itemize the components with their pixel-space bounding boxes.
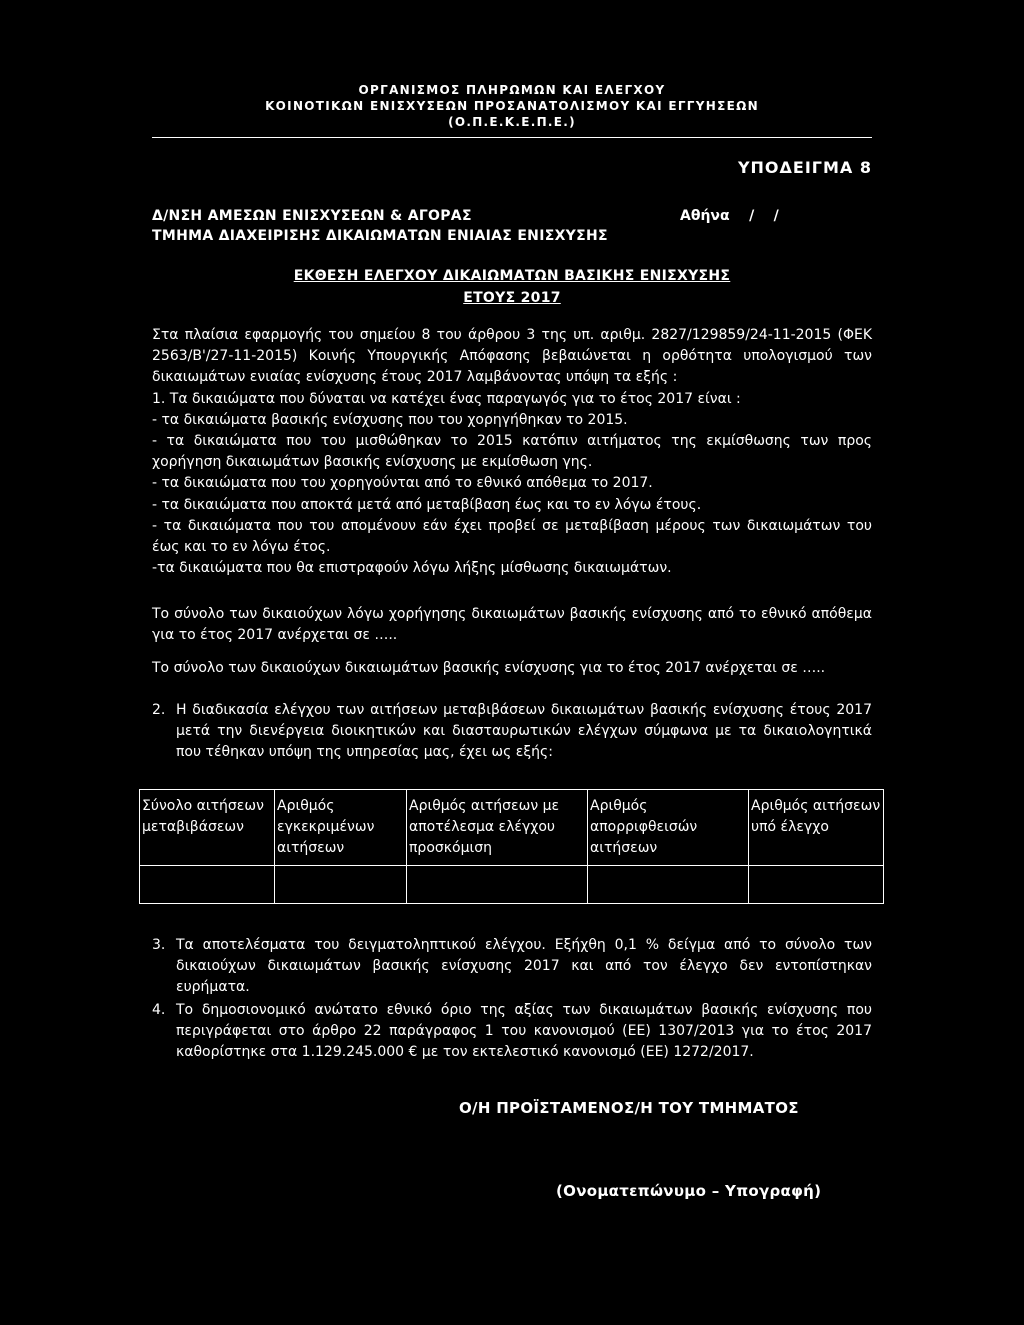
template-label: ΥΠΟΔΕΙΓΜΑ 8 [737,158,872,177]
total-reserve-paragraph: Το σύνολο των δικαιούχων λόγω χορήγησης δικαιωμάτων βασικής ενίσχυσης από το εθνικό απόθεμα για το έτος 2017 ανέρχεται σε ….. [152,606,872,644]
item4-paragraph: Το δημοσιονομικό ανώτατο εθνικό όριο της αξίας των δικαιωμάτων βασικής ενίσχυσης που περιγράφεται στο άρθρο 22 παράγραφος 1 του κανονισμού (ΕΕ) 1307/2013 για το έτος 2017 καθορίστηκε στα 1.129.245.000 € με τον εκτελεστικό κανονισμό (ΕΕ) 1272/2017. [176,1002,872,1061]
table-cell [588,866,749,904]
table-header-cell: Αριθμός αιτήσεων με αποτέλεσμα ελέγχου προσκόμιση [407,790,588,866]
bullet-item: - τα δικαιώματα που του μισθώθηκαν το 2015 κατόπιν αιτήματος της εκμίσθωσης των προς χορήγηση δικαιωμάτων βασικής ενίσχυσης με εκμίσθωση γης. [152,433,872,471]
department: ΤΜΗΜΑ ΔΙΑΧΕΙΡΙΣΗΣ ΔΙΚΑΙΩΜΑΤΩΝ ΕΝΙΑΙΑΣ ΕΝΙΣΧΥΣΗΣ [152,228,608,244]
bullet-item: - τα δικαιώματα που του χορηγούνται από το εθνικό απόθεμα το 2017. [152,475,653,492]
table-row [140,866,884,904]
item3-number: 3. [152,937,166,953]
table-header-cell: Αριθμός εγκεκριμένων αιτήσεων [275,790,407,866]
signature-name-line: (Ονοματεπώνυμο – Υπογραφή) [556,1182,822,1200]
total-holders-paragraph: Το σύνολο των δικαιούχων δικαιωμάτων βασικής ενίσχυσης για το έτος 2017 ανέρχεται σε ….. [152,660,826,676]
directorate: Δ/ΝΣΗ ΑΜΕΣΩΝ ΕΝΙΣΧΥΣΕΩΝ & ΑΓΟΡΑΣ [152,208,472,224]
intro-paragraph: Στα πλαίσια εφαρμογής του σημείου 8 του άρθρου 3 της υπ. αριθμ. 2827/129859/24-11-2015 (ΦΕΚ 2563/Β'/27-11-2015) Κοινής Υπουργικής Απόφασης βεβαιώνεται η ορθότητα υπολογισμού των δικαιωμάτων ενιαίας ενίσχυσης έτους 2017 λαμβάνοντας υπόψη τα εξής : [152,327,872,386]
item4-number: 4. [152,1002,166,1018]
bullet-item: - τα δικαιώματα που αποκτά μετά από μεταβίβαση έως και το εν λόγω έτους. [152,496,702,513]
bullet-item: -τα δικαιώματα που θα επιστραφούν λόγω λήξης μίσθωσης δικαιωμάτων. [152,560,672,577]
table-header-row [140,790,884,866]
org-name-line1: ΟΡΓΑΝΙΣΜΟΣ ΠΛΗΡΩΜΩΝ ΚΑΙ ΕΛΕΓΧΟΥ [358,83,666,97]
table-header-cell: Αριθμός απορριφθεισών αιτήσεων [588,790,749,866]
report-title: ΕΚΘΕΣΗ ΕΛΕΓΧΟΥ ΔΙΚΑΙΩΜΑΤΩΝ ΒΑΣΙΚΗΣ ΕΝΙΣΧΥΣΗΣ [293,268,731,284]
header-rule [152,137,872,138]
table-cell [407,866,588,904]
table-cell [140,866,275,904]
place-date: Αθήνα / / [680,208,779,224]
item1-title: 1. Τα δικαιώματα που δύναται να κατέχει ένας παραγωγός για το έτος 2017 είναι : [152,390,741,407]
bullet-item: - τα δικαιώματα που του απομένουν εάν έχει προβεί σε μεταβίβαση μέρους των δικαιωμάτων του έως και το εν λόγω έτος. [152,517,872,556]
bullet-item: - τα δικαιώματα βασικής ενίσχυσης που του χορηγήθηκαν το 2015. [152,411,628,428]
org-acronym: (Ο.Π.Ε.Κ.Ε.Π.Ε.) [448,115,576,129]
report-year: ΕΤΟΥΣ 2017 [463,290,561,306]
item2-number: 2. [152,702,166,718]
transfers-table [139,789,884,904]
table-cell [275,866,407,904]
org-name-line2: ΚΟΙΝΟΤΙΚΩΝ ΕΝΙΣΧΥΣΕΩΝ ΠΡΟΣΑΝΑΤΟΛΙΣΜΟΥ ΚΑΙ ΕΓΓΥΗΣΕΩΝ [265,99,759,113]
table-header-cell: Σύνολο αιτήσεων μεταβιβάσεων [140,790,275,866]
item2-paragraph: Η διαδικασία ελέγχου των αιτήσεων μεταβιβάσεων δικαιωμάτων βασικής ενίσχυσης έτους 2017 μετά την διενέργεια διοικητικών και διασταυρωτικών ελέγχων σύμφωνα με τα δικαιολογητικά που τέθηκαν υπόψη της υπηρεσίας μας, έχει ως εξής: [176,702,872,761]
intro-section [152,325,872,579]
item3-paragraph: Τα αποτελέσματα του δειγματοληπτικού ελέγχου. Εξήχθη 0,1 % δείγμα από το σύνολο των δικαιούχων δικαιωμάτων βασικής ενίσχυσης 2017 και από τον έλεγχο δεν εντοπίστηκαν ευρήματα. [176,937,872,996]
table-header-cell: Αριθμός αιτήσεων υπό έλεγχο [749,790,884,866]
signature-title: Ο/Η ΠΡΟΪΣΤΑΜΕΝΟΣ/Η ΤΟΥ ΤΜΗΜΑΤΟΣ [459,1099,799,1117]
table-cell [749,866,884,904]
